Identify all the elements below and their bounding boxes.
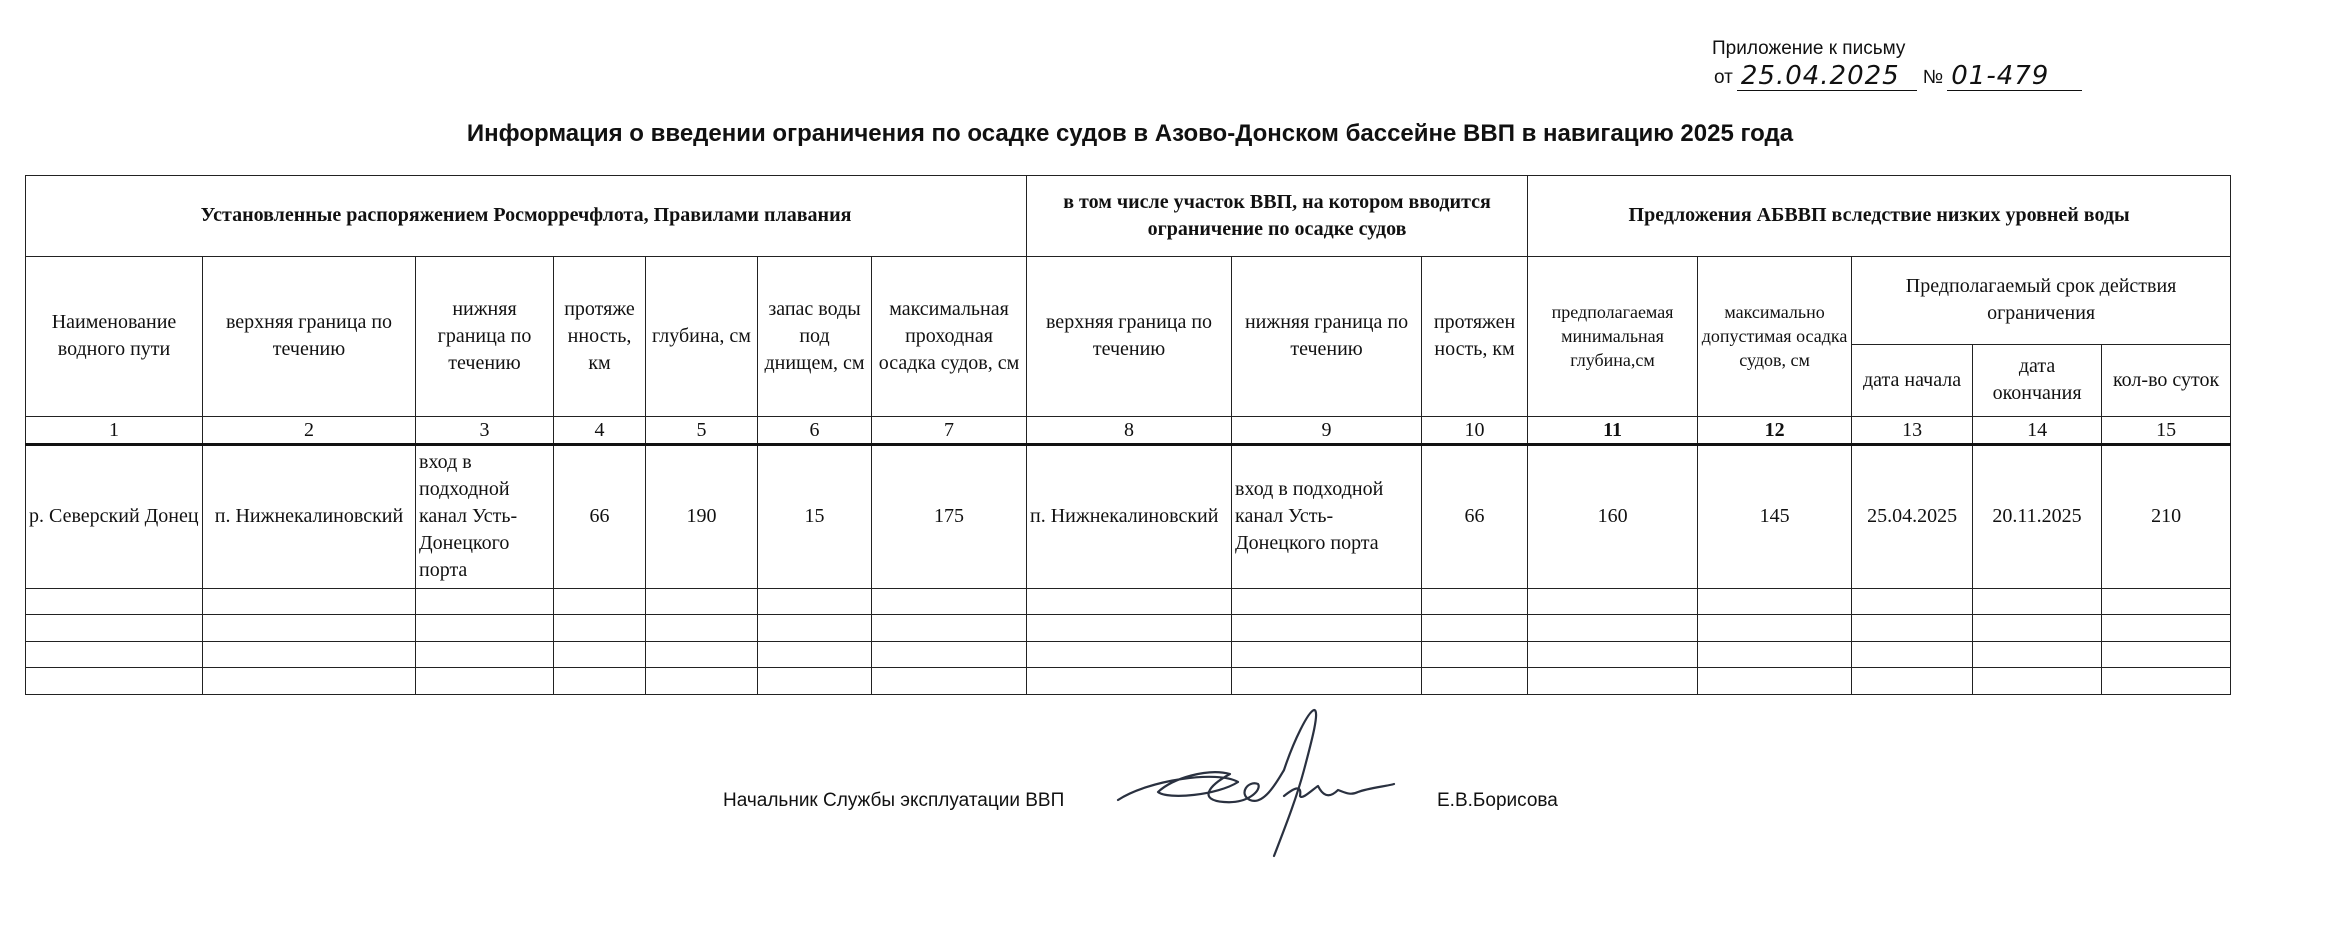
group-header-established: Установленные распоряжением Росморречфлота, Правилами плавания bbox=[26, 176, 1027, 257]
col-number: 7 bbox=[872, 417, 1027, 445]
cell-section-upper: п. Нижнекалиновский bbox=[1027, 444, 1232, 588]
header-water-reserve: запас воды под днищем, см bbox=[758, 256, 872, 416]
header-waterway: Наименование водного пути bbox=[26, 256, 203, 416]
empty-row bbox=[26, 588, 2231, 615]
signatory-name: Е.В.Борисова bbox=[1437, 790, 1558, 811]
header-section-length: протяжен ность, км bbox=[1422, 256, 1528, 416]
appendix-block bbox=[1712, 38, 2082, 91]
col-number: 12 bbox=[1698, 417, 1852, 445]
cell-allowed-draft: 145 bbox=[1698, 444, 1852, 588]
empty-row bbox=[26, 641, 2231, 668]
cell-max-draft: 175 bbox=[872, 444, 1027, 588]
cell-section-length: 66 bbox=[1422, 444, 1528, 588]
cell-water-reserve: 15 bbox=[758, 444, 872, 588]
col-number: 6 bbox=[758, 417, 872, 445]
col-number: 3 bbox=[416, 417, 554, 445]
col-number: 8 bbox=[1027, 417, 1232, 445]
header-term-group: Предполагаемый срок действия ограничения bbox=[1852, 256, 2231, 344]
col-number: 11 bbox=[1528, 417, 1698, 445]
cell-section-lower: вход в подходной канал Усть-Донецкого порта bbox=[1232, 444, 1422, 588]
table-row bbox=[26, 444, 2231, 588]
header-section-lower: нижняя граница по течению bbox=[1232, 256, 1422, 416]
header-start-date: дата начала bbox=[1852, 344, 1973, 417]
number-label: № bbox=[1922, 67, 1944, 88]
group-header-proposals: Предложения АБВВП вследствие низких уровней воды bbox=[1528, 176, 2231, 257]
appendix-line: Приложение к письму bbox=[1712, 38, 1906, 59]
header-allowed-draft: максимально допустимая осадка судов, см bbox=[1698, 256, 1852, 416]
col-number: 1 bbox=[26, 417, 203, 445]
from-label: от bbox=[1714, 67, 1733, 88]
cell-days: 210 bbox=[2102, 444, 2231, 588]
cell-min-depth: 160 bbox=[1528, 444, 1698, 588]
cell-length: 66 bbox=[554, 444, 646, 588]
letter-reference bbox=[1712, 62, 2082, 91]
col-number: 4 bbox=[554, 417, 646, 445]
col-number: 5 bbox=[646, 417, 758, 445]
signatory-position: Начальник Службы эксплуатации ВВП bbox=[723, 790, 1065, 811]
letter-date: 25.04.2025 bbox=[1737, 62, 1917, 91]
restriction-table bbox=[25, 175, 2231, 695]
col-number: 9 bbox=[1232, 417, 1422, 445]
empty-row bbox=[26, 615, 2231, 642]
cell-end-date: 20.11.2025 bbox=[1973, 444, 2102, 588]
header-max-draft: максимальная проходная осадка судов, см bbox=[872, 256, 1027, 416]
col-number: 15 bbox=[2102, 417, 2231, 445]
letter-number: 01-479 bbox=[1947, 62, 2082, 91]
cell-lower-bound: вход в подходной канал Усть-Донецкого порта bbox=[416, 444, 554, 588]
header-end-date: дата окончания bbox=[1973, 344, 2102, 417]
header-depth: глубина, см bbox=[646, 256, 758, 416]
cell-upper-bound: п. Нижнекалиновский bbox=[203, 444, 416, 588]
cell-waterway: р. Северский Донец bbox=[26, 444, 203, 588]
header-min-depth: предполагаемая минимальная глубина,см bbox=[1528, 256, 1698, 416]
col-number: 14 bbox=[1973, 417, 2102, 445]
col-number: 13 bbox=[1852, 417, 1973, 445]
signature-image bbox=[1098, 700, 1398, 860]
header-length: протяже нность, км bbox=[554, 256, 646, 416]
group-header-section: в том числе участок ВВП, на котором вводится ограничение по осадке судов bbox=[1027, 176, 1528, 257]
column-number-row bbox=[26, 417, 2231, 445]
header-lower-bound: нижняя граница по течению bbox=[416, 256, 554, 416]
header-upper-bound: верхняя граница по течению bbox=[203, 256, 416, 416]
cell-start-date: 25.04.2025 bbox=[1852, 444, 1973, 588]
col-number: 10 bbox=[1422, 417, 1528, 445]
header-section-upper: верхняя граница по течению bbox=[1027, 256, 1232, 416]
document-title: Информация о введении ограничения по осадке судов в Азово-Донском бассейне ВВП в навигацию 2025 года bbox=[466, 120, 1794, 147]
col-number: 2 bbox=[203, 417, 416, 445]
empty-row bbox=[26, 668, 2231, 695]
header-days: кол-во суток bbox=[2102, 344, 2231, 417]
cell-depth: 190 bbox=[646, 444, 758, 588]
